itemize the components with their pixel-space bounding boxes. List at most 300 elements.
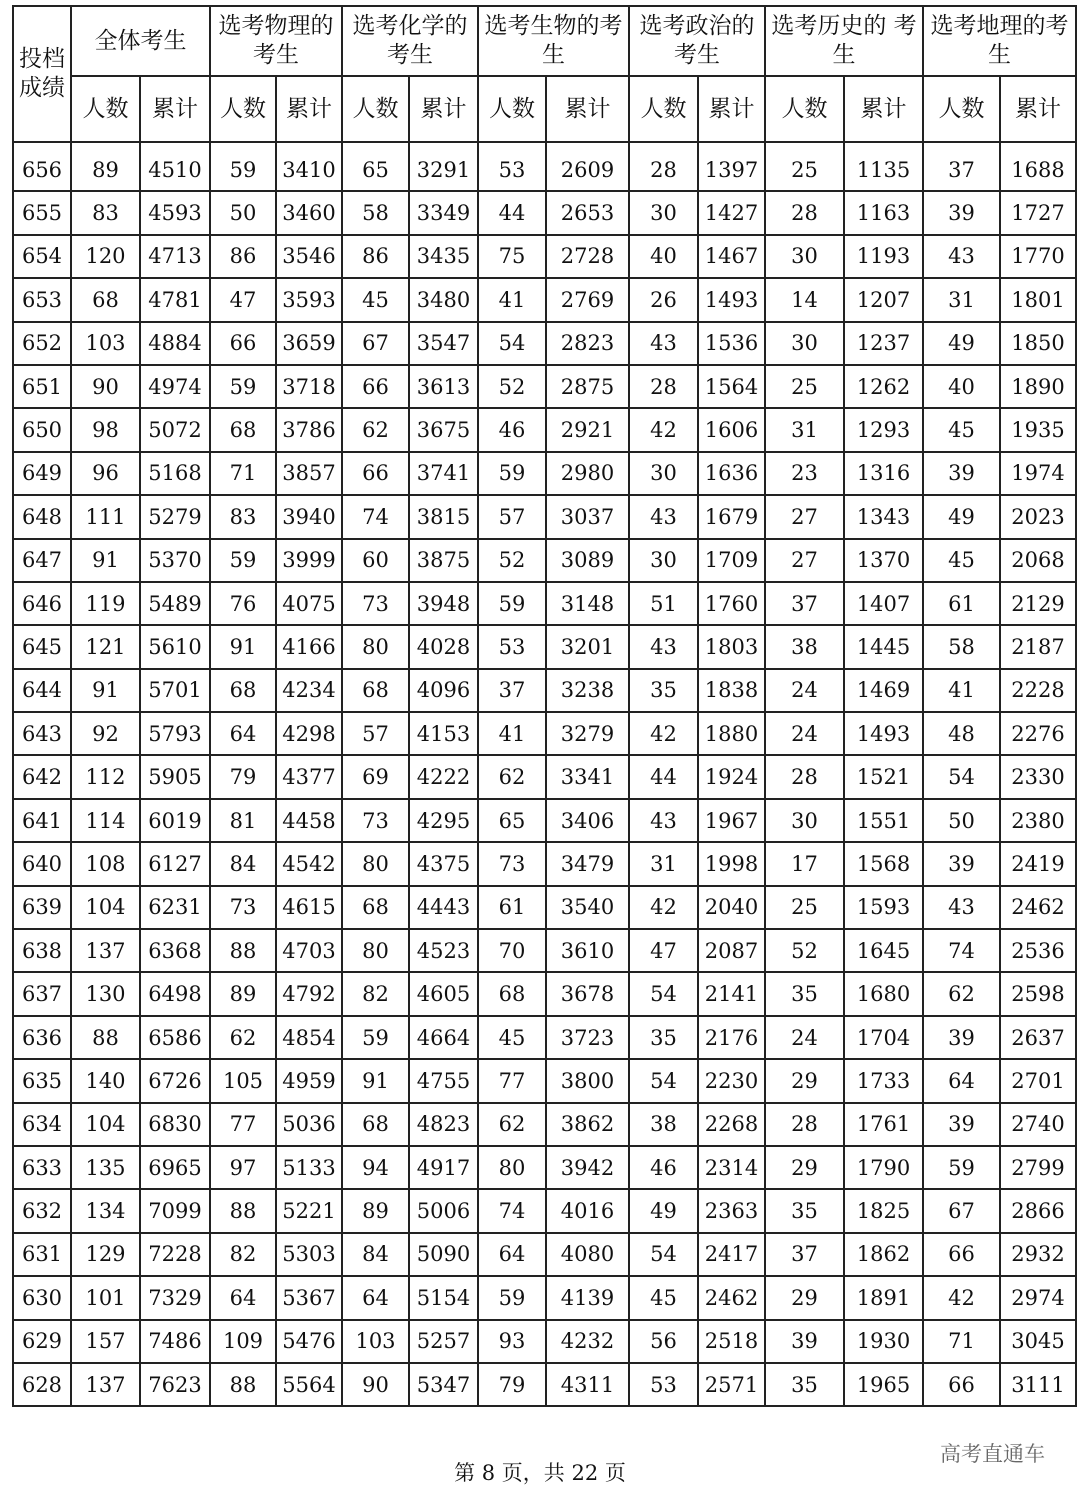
table-cell: 7329 (140, 1276, 210, 1319)
table-cell: 109 (210, 1320, 276, 1363)
sub-header-cumulative: 累计 (409, 76, 478, 142)
group-header-biology: 选考生物的考生 (478, 6, 629, 76)
table-cell: 90 (342, 1363, 409, 1406)
table-cell: 7623 (140, 1363, 210, 1406)
table-cell: 6368 (140, 929, 210, 972)
table-cell: 134 (71, 1189, 140, 1232)
table-cell: 97 (210, 1146, 276, 1189)
table-cell: 80 (342, 625, 409, 668)
table-cell: 5168 (140, 452, 210, 495)
table-cell: 88 (210, 929, 276, 972)
table-cell: 40 (629, 235, 698, 278)
table-cell: 4375 (409, 842, 478, 885)
table-cell: 40 (923, 365, 1000, 408)
score-cell: 640 (13, 842, 71, 885)
table-cell: 2728 (546, 235, 629, 278)
table-cell: 1237 (844, 322, 923, 365)
table-cell: 24 (765, 669, 844, 712)
table-cell: 1551 (844, 799, 923, 842)
table-cell: 68 (210, 669, 276, 712)
table-cell: 64 (923, 1059, 1000, 1102)
score-cell: 635 (13, 1059, 71, 1102)
table-cell: 58 (923, 625, 1000, 668)
table-cell: 3610 (546, 929, 629, 972)
table-cell: 1427 (698, 191, 765, 234)
sub-header-count: 人数 (629, 76, 698, 142)
table-cell: 2875 (546, 365, 629, 408)
table-cell: 3815 (409, 495, 478, 538)
table-cell: 4917 (409, 1146, 478, 1189)
table-cell: 1407 (844, 582, 923, 625)
score-cell: 641 (13, 799, 71, 842)
table-cell: 80 (342, 842, 409, 885)
table-cell: 4974 (140, 365, 210, 408)
table-cell: 43 (923, 235, 1000, 278)
table-cell: 98 (71, 408, 140, 451)
table-cell: 1850 (1000, 322, 1076, 365)
table-cell: 89 (71, 142, 140, 191)
table-cell: 108 (71, 842, 140, 885)
table-cell: 47 (210, 278, 276, 321)
table-cell: 3723 (546, 1016, 629, 1059)
table-cell: 4096 (409, 669, 478, 712)
table-cell: 2637 (1000, 1016, 1076, 1059)
table-cell: 54 (629, 1233, 698, 1276)
table-cell: 2068 (1000, 539, 1076, 582)
table-cell: 39 (923, 191, 1000, 234)
table-cell: 62 (210, 1016, 276, 1059)
score-cell: 632 (13, 1189, 71, 1232)
table-cell: 94 (342, 1146, 409, 1189)
table-cell: 112 (71, 755, 140, 798)
table-cell: 35 (765, 1189, 844, 1232)
table-cell: 5133 (276, 1146, 342, 1189)
table-cell: 28 (765, 1103, 844, 1146)
table-cell: 6498 (140, 972, 210, 1015)
table-cell: 82 (210, 1233, 276, 1276)
table-cell: 4854 (276, 1016, 342, 1059)
table-cell: 1262 (844, 365, 923, 408)
table-cell: 35 (765, 1363, 844, 1406)
table-cell: 25 (765, 365, 844, 408)
table-cell: 45 (629, 1276, 698, 1319)
table-cell: 5036 (276, 1103, 342, 1146)
table-row (13, 1059, 1076, 1102)
header-row-groups (13, 6, 1076, 76)
score-cell: 643 (13, 712, 71, 755)
table-cell: 5303 (276, 1233, 342, 1276)
table-cell: 45 (923, 408, 1000, 451)
table-cell: 46 (478, 408, 546, 451)
table-cell: 3948 (409, 582, 478, 625)
table-cell: 2823 (546, 322, 629, 365)
table-cell: 140 (71, 1059, 140, 1102)
table-cell: 2740 (1000, 1103, 1076, 1146)
watermark: 高考直通车 (940, 1442, 1045, 1466)
table-cell: 2701 (1000, 1059, 1076, 1102)
table-cell: 88 (210, 1189, 276, 1232)
table-cell: 4781 (140, 278, 210, 321)
table-cell: 105 (210, 1059, 276, 1102)
table-cell: 5610 (140, 625, 210, 668)
table-cell: 91 (71, 539, 140, 582)
table-cell: 1636 (698, 452, 765, 495)
table-cell: 2363 (698, 1189, 765, 1232)
table-cell: 91 (71, 669, 140, 712)
table-cell: 68 (342, 669, 409, 712)
table-cell: 1493 (698, 278, 765, 321)
table-cell: 4615 (276, 886, 342, 929)
table-cell: 86 (210, 235, 276, 278)
group-header-chemistry: 选考化学的考生 (342, 6, 478, 76)
table-cell: 43 (629, 625, 698, 668)
table-row (13, 278, 1076, 321)
table-cell: 4028 (409, 625, 478, 668)
table-row (13, 755, 1076, 798)
table-body (13, 142, 1076, 1406)
table-cell: 2040 (698, 886, 765, 929)
group-header-physics: 选考物理的考生 (210, 6, 342, 76)
sub-header-count: 人数 (478, 76, 546, 142)
table-cell: 103 (71, 322, 140, 365)
table-cell: 96 (71, 452, 140, 495)
table-cell: 54 (629, 972, 698, 1015)
table-cell: 62 (478, 1103, 546, 1146)
table-cell: 3540 (546, 886, 629, 929)
score-cell: 628 (13, 1363, 71, 1406)
table-cell: 75 (478, 235, 546, 278)
table-cell: 45 (923, 539, 1000, 582)
table-cell: 1679 (698, 495, 765, 538)
table-cell: 74 (923, 929, 1000, 972)
table-cell: 3148 (546, 582, 629, 625)
table-cell: 2980 (546, 452, 629, 495)
table-cell: 2380 (1000, 799, 1076, 842)
table-cell: 6965 (140, 1146, 210, 1189)
table-cell: 1838 (698, 669, 765, 712)
table-cell: 4792 (276, 972, 342, 1015)
table-cell: 42 (629, 712, 698, 755)
table-cell: 93 (478, 1320, 546, 1363)
table-cell: 64 (342, 1276, 409, 1319)
table-cell: 6830 (140, 1103, 210, 1146)
table-cell: 25 (765, 886, 844, 929)
table-cell: 3435 (409, 235, 478, 278)
table-cell: 4377 (276, 755, 342, 798)
table-row (13, 625, 1076, 668)
table-cell: 2187 (1000, 625, 1076, 668)
table-cell: 1891 (844, 1276, 923, 1319)
table-cell: 4523 (409, 929, 478, 972)
table-cell: 46 (629, 1146, 698, 1189)
table-cell: 3593 (276, 278, 342, 321)
table-cell: 3675 (409, 408, 478, 451)
table-cell: 2419 (1000, 842, 1076, 885)
table-cell: 2974 (1000, 1276, 1076, 1319)
score-cell: 630 (13, 1276, 71, 1319)
table-cell: 31 (923, 278, 1000, 321)
table-cell: 6019 (140, 799, 210, 842)
table-cell: 1397 (698, 142, 765, 191)
table-cell: 28 (765, 191, 844, 234)
table-cell: 42 (629, 886, 698, 929)
score-cell: 634 (13, 1103, 71, 1146)
table-row (13, 1320, 1076, 1363)
table-cell: 49 (629, 1189, 698, 1232)
table-cell: 4311 (546, 1363, 629, 1406)
table-row (13, 1233, 1076, 1276)
table-cell: 44 (478, 191, 546, 234)
table-cell: 89 (342, 1189, 409, 1232)
table-cell: 30 (629, 452, 698, 495)
table-cell: 39 (923, 1016, 1000, 1059)
table-cell: 28 (629, 142, 698, 191)
table-cell: 5905 (140, 755, 210, 798)
table-cell: 5367 (276, 1276, 342, 1319)
table-cell: 43 (629, 495, 698, 538)
table-row (13, 539, 1076, 582)
table-cell: 3349 (409, 191, 478, 234)
table-cell: 60 (342, 539, 409, 582)
score-cell: 655 (13, 191, 71, 234)
table-row (13, 972, 1076, 1015)
sub-header-count: 人数 (71, 76, 140, 142)
table-cell: 58 (342, 191, 409, 234)
score-cell: 649 (13, 452, 71, 495)
score-cell: 644 (13, 669, 71, 712)
table-cell: 74 (342, 495, 409, 538)
table-cell: 4232 (546, 1320, 629, 1363)
table-cell: 2330 (1000, 755, 1076, 798)
table-cell: 30 (765, 235, 844, 278)
table-cell: 104 (71, 1103, 140, 1146)
table-cell: 104 (71, 886, 140, 929)
table-row (13, 1103, 1076, 1146)
table-cell: 89 (210, 972, 276, 1015)
header-row-subcolumns (13, 76, 1076, 142)
sub-header-count: 人数 (765, 76, 844, 142)
table-cell: 4075 (276, 582, 342, 625)
table-cell: 2598 (1000, 972, 1076, 1015)
table-cell: 4713 (140, 235, 210, 278)
table-cell: 1930 (844, 1320, 923, 1363)
table-cell: 68 (342, 886, 409, 929)
table-cell: 1803 (698, 625, 765, 668)
table-cell: 77 (210, 1103, 276, 1146)
table-cell: 2769 (546, 278, 629, 321)
table-cell: 37 (923, 142, 1000, 191)
table-cell: 59 (210, 142, 276, 191)
sub-header-count: 人数 (210, 76, 276, 142)
table-cell: 2230 (698, 1059, 765, 1102)
table-cell: 3613 (409, 365, 478, 408)
table-row (13, 1016, 1076, 1059)
table-cell: 41 (478, 278, 546, 321)
table-row (13, 842, 1076, 885)
table-cell: 1974 (1000, 452, 1076, 495)
table-cell: 3279 (546, 712, 629, 755)
table-cell: 4510 (140, 142, 210, 191)
table-cell: 54 (478, 322, 546, 365)
table-cell: 91 (210, 625, 276, 668)
table-cell: 66 (923, 1233, 1000, 1276)
table-cell: 37 (765, 582, 844, 625)
table-cell: 6586 (140, 1016, 210, 1059)
score-cell: 653 (13, 278, 71, 321)
table-cell: 45 (478, 1016, 546, 1059)
table-cell: 1293 (844, 408, 923, 451)
table-cell: 27 (765, 539, 844, 582)
table-cell: 45 (342, 278, 409, 321)
sub-header-cumulative: 累计 (276, 76, 342, 142)
sub-header-count: 人数 (342, 76, 409, 142)
table-cell: 29 (765, 1059, 844, 1102)
table-cell: 3406 (546, 799, 629, 842)
table-row (13, 495, 1076, 538)
table-cell: 39 (923, 452, 1000, 495)
table-cell: 3460 (276, 191, 342, 234)
sub-header-count: 人数 (923, 76, 1000, 142)
table-cell: 62 (342, 408, 409, 451)
table-cell: 71 (210, 452, 276, 495)
score-cell: 646 (13, 582, 71, 625)
table-cell: 4959 (276, 1059, 342, 1102)
table-cell: 35 (629, 1016, 698, 1059)
table-cell: 2176 (698, 1016, 765, 1059)
table-cell: 2087 (698, 929, 765, 972)
table-cell: 6726 (140, 1059, 210, 1102)
table-cell: 5279 (140, 495, 210, 538)
table-cell: 4755 (409, 1059, 478, 1102)
table-cell: 4139 (546, 1276, 629, 1319)
table-cell: 27 (765, 495, 844, 538)
table-cell: 81 (210, 799, 276, 842)
table-cell: 43 (629, 322, 698, 365)
table-cell: 56 (629, 1320, 698, 1363)
table-cell: 62 (478, 755, 546, 798)
table-cell: 1935 (1000, 408, 1076, 451)
table-row (13, 582, 1076, 625)
table-cell: 1135 (844, 142, 923, 191)
table-cell: 1760 (698, 582, 765, 625)
table-cell: 3718 (276, 365, 342, 408)
table-cell: 31 (765, 408, 844, 451)
table-row (13, 408, 1076, 451)
table-cell: 24 (765, 712, 844, 755)
table-cell: 3678 (546, 972, 629, 1015)
table-cell: 1593 (844, 886, 923, 929)
table-cell: 4222 (409, 755, 478, 798)
score-cell: 650 (13, 408, 71, 451)
table-cell: 66 (342, 452, 409, 495)
table-cell: 57 (342, 712, 409, 755)
table-cell: 2129 (1000, 582, 1076, 625)
table-cell: 1163 (844, 191, 923, 234)
table-cell: 2609 (546, 142, 629, 191)
table-cell: 26 (629, 278, 698, 321)
table-cell: 135 (71, 1146, 140, 1189)
table-cell: 3659 (276, 322, 342, 365)
table-row (13, 1146, 1076, 1189)
table-cell: 4458 (276, 799, 342, 842)
score-cell: 647 (13, 539, 71, 582)
table-cell: 3547 (409, 322, 478, 365)
table-cell: 130 (71, 972, 140, 1015)
table-cell: 41 (923, 669, 1000, 712)
table-cell: 88 (71, 1016, 140, 1059)
table-cell: 3410 (276, 142, 342, 191)
score-cell: 638 (13, 929, 71, 972)
table-cell: 1688 (1000, 142, 1076, 191)
table-cell: 3940 (276, 495, 342, 538)
table-cell: 1521 (844, 755, 923, 798)
score-cell: 642 (13, 755, 71, 798)
table-cell: 1890 (1000, 365, 1076, 408)
table-cell: 84 (342, 1233, 409, 1276)
table-cell: 52 (478, 539, 546, 582)
table-cell: 43 (923, 886, 1000, 929)
score-cell: 629 (13, 1320, 71, 1363)
table-cell: 5257 (409, 1320, 478, 1363)
table-cell: 120 (71, 235, 140, 278)
sub-header-cumulative: 累计 (844, 76, 923, 142)
table-cell: 71 (923, 1320, 1000, 1363)
table-row (13, 669, 1076, 712)
table-cell: 76 (210, 582, 276, 625)
table-cell: 31 (629, 842, 698, 885)
table-cell: 5370 (140, 539, 210, 582)
table-cell: 4166 (276, 625, 342, 668)
table-cell: 137 (71, 929, 140, 972)
table-cell: 1709 (698, 539, 765, 582)
table-cell: 3111 (1000, 1363, 1076, 1406)
table-cell: 70 (478, 929, 546, 972)
sub-header-cumulative: 累计 (698, 76, 765, 142)
table-cell: 114 (71, 799, 140, 842)
table-cell: 79 (478, 1363, 546, 1406)
group-header-all: 全体考生 (71, 6, 210, 76)
table-cell: 1825 (844, 1189, 923, 1232)
table-cell: 1316 (844, 452, 923, 495)
table-cell: 1680 (844, 972, 923, 1015)
table-cell: 54 (923, 755, 1000, 798)
table-cell: 67 (923, 1189, 1000, 1232)
sub-header-cumulative: 累计 (546, 76, 629, 142)
table-cell: 5489 (140, 582, 210, 625)
table-cell: 59 (210, 539, 276, 582)
score-cell: 645 (13, 625, 71, 668)
table-cell: 59 (478, 1276, 546, 1319)
table-cell: 3341 (546, 755, 629, 798)
table-cell: 2276 (1000, 712, 1076, 755)
table-cell: 3089 (546, 539, 629, 582)
table-cell: 90 (71, 365, 140, 408)
table-cell: 4664 (409, 1016, 478, 1059)
table-cell: 2653 (546, 191, 629, 234)
table-cell: 66 (923, 1363, 1000, 1406)
table-cell: 30 (629, 539, 698, 582)
score-cell: 639 (13, 886, 71, 929)
table-cell: 1469 (844, 669, 923, 712)
table-cell: 35 (765, 972, 844, 1015)
table-row (13, 142, 1076, 191)
table-cell: 3786 (276, 408, 342, 451)
table-cell: 4298 (276, 712, 342, 755)
table-cell: 4443 (409, 886, 478, 929)
table-cell: 59 (478, 582, 546, 625)
score-table (12, 5, 1077, 1407)
table-cell: 1704 (844, 1016, 923, 1059)
